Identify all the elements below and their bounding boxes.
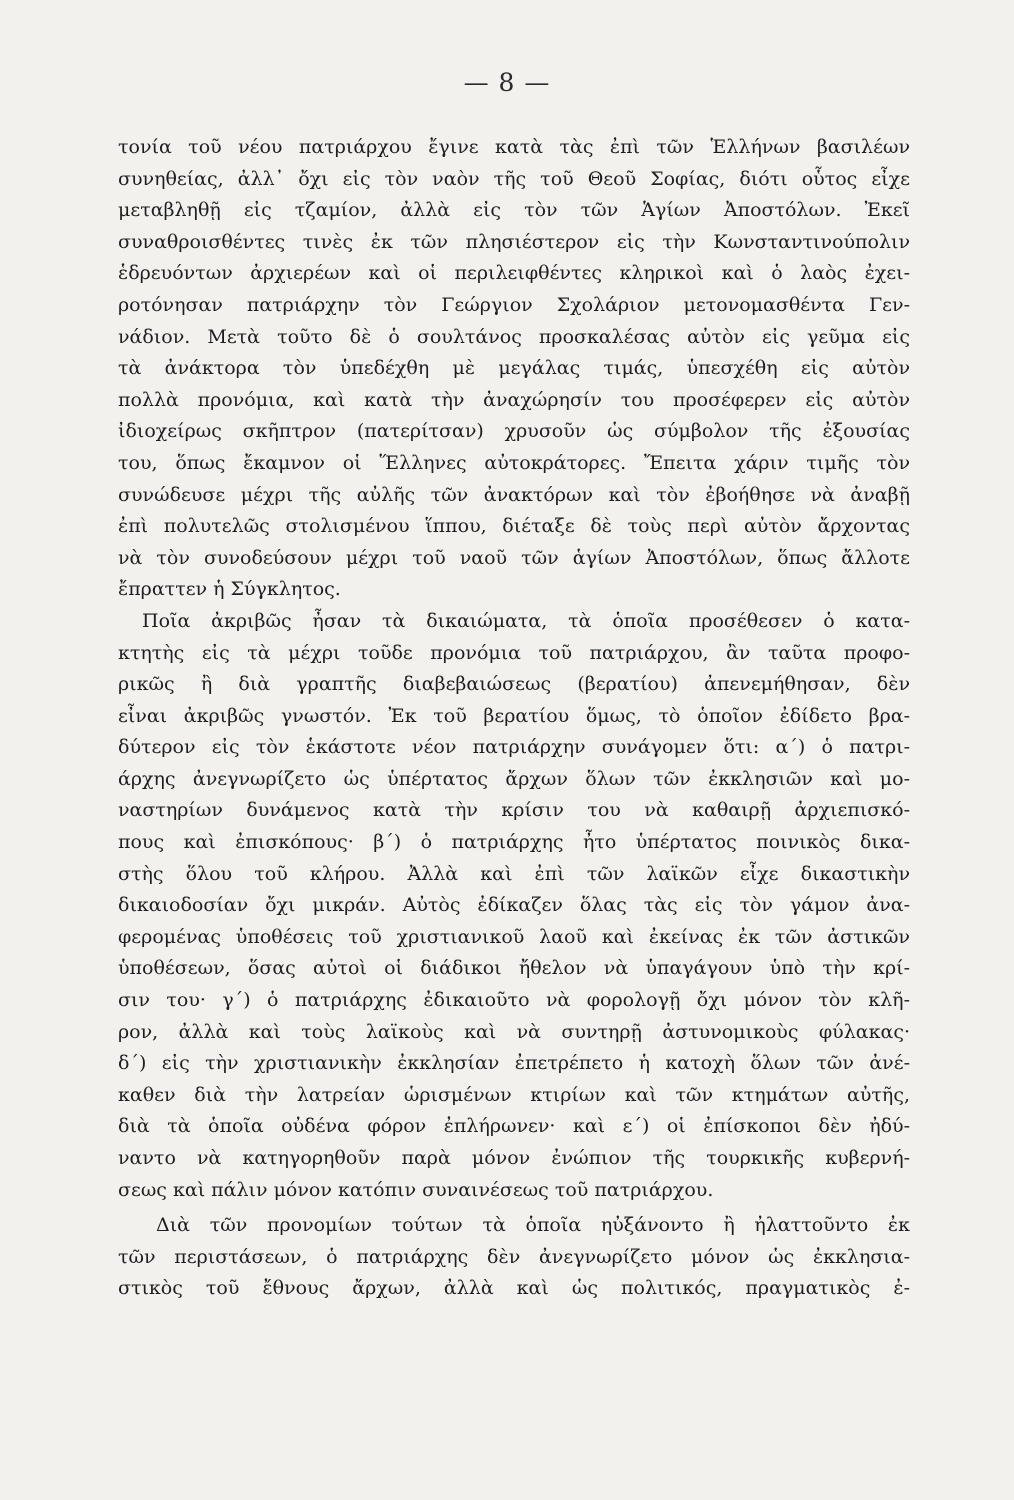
text-line: μεταβληθῇ εἰς τζαμίον, ἀλλὰ εἰς τὸν τῶν Ἁγίων Ἀποστόλων. Ἐκεῖ <box>118 199 910 222</box>
text-line: άρχης ἀνεγνωρίζετο ὡς ὑπέρτατος ἄρχων ὅλων τῶν ἐκκλησιῶν καὶ μο- <box>118 767 910 790</box>
paragraph-1 <box>118 132 910 606</box>
text-line: τὰ ἀνάκτορα τὸν ὑπεδέχθη μὲ μεγάλας τιμάς, ὑπεσχέθη εἰς αὐτὸν <box>118 357 910 380</box>
text-line: συνηθείας, ἀλλ᾽ ὄχι εἰς τὸν ναὸν τῆς τοῦ Θεοῦ Σοφίας, διότι οὗτος εἶχε <box>118 167 910 190</box>
text-line: δ΄) εἰς τὴν χριστιανικὴν ἐκκλησίαν ἐπετρέπετο ἡ κατοχὴ ὅλων τῶν ἀνέ- <box>118 1052 910 1075</box>
text-line: ναστηρίων δυνάμενος κατὰ τὴν κρίσιν του νὰ καθαιρῇ ἀρχιεπισκό- <box>118 799 910 822</box>
text-line: του, ὅπως ἔκαμνον οἱ Ἕλληνες αὐτοκράτορες. Ἔπειτα χάριν τιμῆς τὸν <box>118 451 910 474</box>
text-line: νὰ τὸν συνοδεύσουν μέχρι τοῦ ναοῦ τῶν ἁγίων Ἀποστόλων, ὅπως ἄλλοτε <box>118 546 910 569</box>
text-line: στικὸς τοῦ ἔθνους ἄρχων, ἀλλὰ καὶ ὡς πολιτικός, πραγματικὸς ἐ- <box>118 1277 910 1300</box>
text-line: φερομένας ὑποθέσεις τοῦ χριστιανικοῦ λαοῦ καὶ ἐκείνας ἐκ τῶν ἀστικῶν <box>118 925 910 948</box>
text-line: συναθροισθέντες τινὲς ἐκ τῶν πλησιέστερον εἰς τὴν Κωνσταντινούπολιν <box>118 230 910 253</box>
text-line: ροτόνησαν πατριάρχην τὸν Γεώργιον Σχολάριον μετονομασθέντα Γεν- <box>118 293 910 316</box>
text-line: στὴς ὅλου τοῦ κλήρου. Ἀλλὰ καὶ ἐπὶ τῶν λαϊκῶν εἶχε δικαστικὴν <box>118 862 910 885</box>
text-line: ἑδρευόντων ἀρχιερέων καὶ οἱ περιλειφθέντες κληρικοὶ καὶ ὁ λαὸς ἐχει- <box>118 262 910 285</box>
body-text <box>118 132 910 1305</box>
text-line: πολλὰ προνόμια, καὶ κατὰ τὴν ἀναχώρησίν του προσέφερεν εἰς αὐτὸν <box>118 388 910 411</box>
text-line: δικαιοδοσίαν ὄχι μικράν. Αὐτὸς ἐδίκαζεν ὅλας τὰς εἰς τὸν γάμον ἀνα- <box>118 894 910 917</box>
text-line: Ποῖα ἀκριβῶς ἦσαν τὰ δικαιώματα, τὰ ὁποῖα προσέθεσεν ὁ κατα- <box>142 609 910 632</box>
paragraph-2 <box>118 606 910 1206</box>
text-line: συνώδευσε μέχρι τῆς αὐλῆς τῶν ἀνακτόρων καὶ τὸν ἐβοήθησε νὰ ἀναβῇ <box>118 483 910 506</box>
text-line: κτητὴς εἰς τὰ μέχρι τοῦδε προνόμια τοῦ πατριάρχου, ἂν ταῦτα προφο- <box>118 641 910 664</box>
text-line: ρικῶς ἢ διὰ γραπτῆς διαβεβαιώσεως (βερατίου) ἀπενεμήθησαν, δὲν <box>118 673 910 696</box>
text-line: νάδιον. Μετὰ τοῦτο δὲ ὁ σουλτάνος προσκαλέσας αὐτὸν εἰς γεῦμα εἰς <box>118 325 910 348</box>
text-line: ἐπὶ πολυτελῶς στολισμένου ἵππου, διέταξε δὲ τοὺς περὶ αὐτὸν ἄρχοντας <box>118 515 910 538</box>
text-line: δύτερον εἰς τὸν ἑκάστοτε νέον πατριάρχην συνάγομεν ὅτι: α΄) ὁ πατρι- <box>118 736 910 759</box>
text-line: σεως καὶ πάλιν μόνον κατόπιν συναινέσεως τοῦ πατριάρχου. <box>118 1178 714 1201</box>
text-line: ἰδιοχείρως σκῆπτρον (πατερίτσαν) χρυσοῦν ὡς σύμβολον τῆς ἐξουσίας <box>118 420 910 443</box>
text-line: σιν του· γ΄) ὁ πατριάρχης ἐδικαιοῦτο νὰ φορολογῇ ὄχι μόνον τὸν κλῆ- <box>118 989 910 1012</box>
text-line: πους καὶ ἐπισκόπους· β΄) ὁ πατριάρχης ἦτο ὑπέρτατος ποινικὸς δικα- <box>118 831 910 854</box>
paragraph-3 <box>118 1210 910 1305</box>
text-line: Διὰ τῶν προνομίων τούτων τὰ ὁποῖα ηὐξάνοντο ἢ ἠλαττοῦντο ἐκ <box>156 1214 910 1237</box>
text-line: τονία τοῦ νέου πατριάρχου ἔγινε κατὰ τὰς ἐπὶ τῶν Ἑλλήνων βασιλέων <box>118 136 910 158</box>
text-line: ρον, ἀλλὰ καὶ τοὺς λαϊκοὺς καὶ νὰ συντηρῇ ἀστυνομικοὺς φύλακας· <box>118 1020 910 1043</box>
text-line: εἶναι ἀκριβῶς γνωστόν. Ἐκ τοῦ βερατίου ὅμως, τὸ ὁποῖον ἐδίδετο βρα- <box>118 704 910 727</box>
text-line: καθεν διὰ τὴν λατρείαν ὡρισμένων κτιρίων καὶ τῶν κτημάτων αὐτῆς, <box>118 1083 910 1106</box>
text-line: τῶν περιστάσεων, ὁ πατριάρχης δὲν ἀνεγνωρίζετο μόνον ὡς ἐκκλησια- <box>118 1245 910 1268</box>
text-line: ὑποθέσεων, ὅσας αὐτοὶ οἱ διάδικοι ἤθελον νὰ ὑπαγάγουν ὑπὸ τὴν κρί- <box>118 957 910 980</box>
text-line: ναντο νὰ κατηγορηθοῦν παρὰ μόνον ἐνώπιον τῆς τουρκικῆς κυβερνή- <box>118 1147 910 1169</box>
page-number: — 8 — <box>463 68 551 97</box>
text-line: διὰ τὰ ὁποῖα οὐδένα φόρον ἐπλήρωνεν· καὶ ε΄) οἱ ἐπίσκοποι δὲν ἠδύ- <box>118 1115 910 1138</box>
text-line: ἔπραττεν ἡ Σύγκλητος. <box>118 578 341 601</box>
